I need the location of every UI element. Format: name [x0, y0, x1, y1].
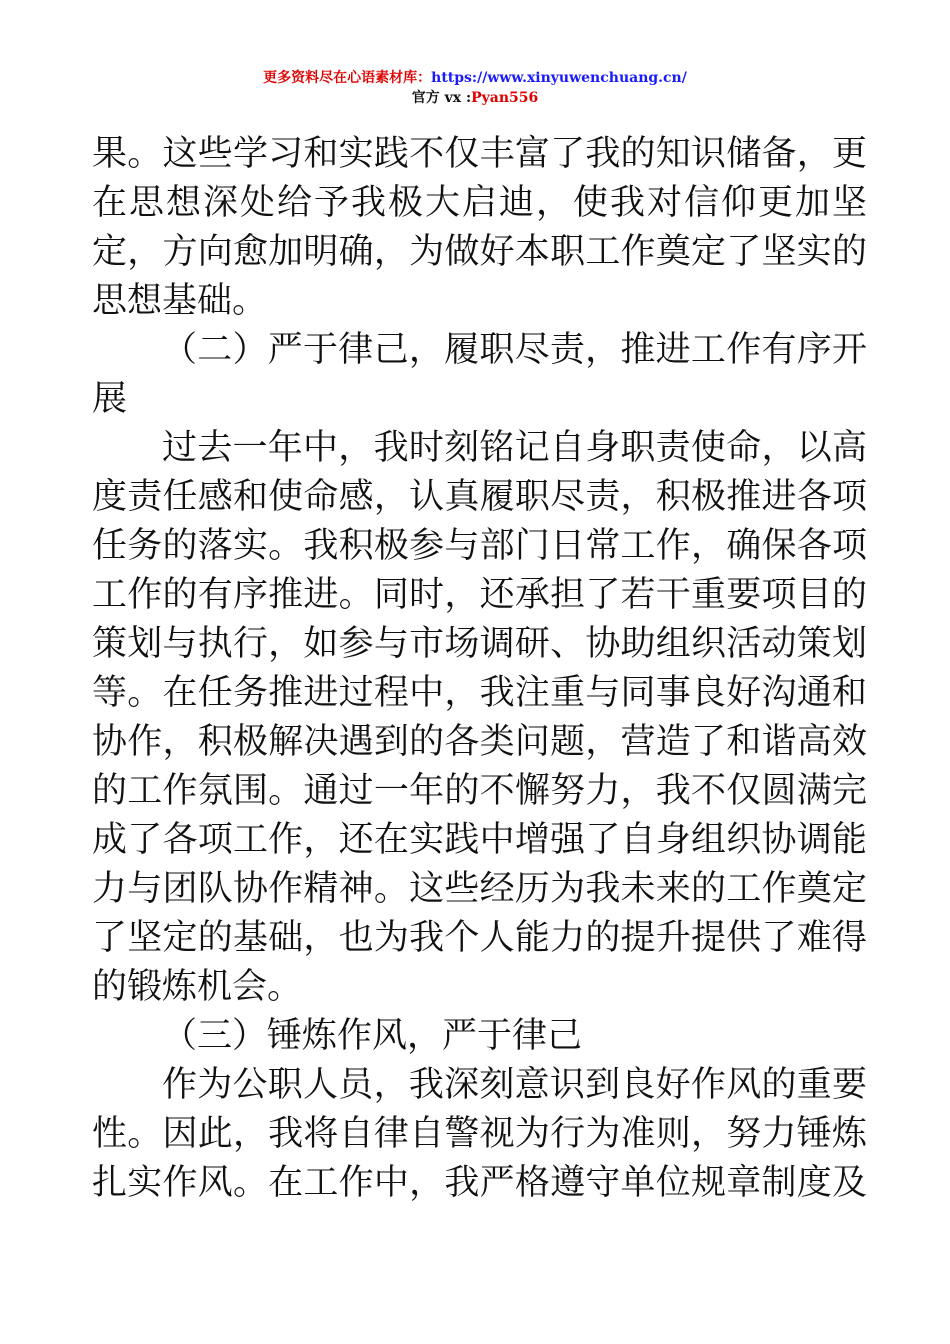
section-heading-3: （三）锤炼作风，严于律己: [162, 1016, 583, 1056]
header-source-line: [0, 69, 950, 87]
document-body: [92, 130, 867, 1208]
header-contact-id: Pyan556: [471, 90, 539, 106]
body-line: 在思想深处给予我极大启迪，使我对信仰更加坚: [92, 183, 867, 223]
section-heading-2-cont: 展: [92, 379, 128, 419]
body-line: 了坚定的基础，也为我个人能力的提升提供了难得: [92, 918, 867, 958]
body-line: 的工作氛围。通过一年的不懈努力，我不仅圆满完: [92, 771, 867, 811]
body-line: 度责任感和使命感，认真履职尽责，积极推进各项: [92, 477, 867, 517]
body-line: 果。这些学习和实践不仅丰富了我的知识储备，更: [92, 134, 867, 174]
section-heading-2: （二）严于律己，履职尽责，推进工作有序开: [162, 330, 867, 370]
body-line: 思想基础。: [92, 281, 268, 321]
body-line: 协作，积极解决遇到的各类问题，营造了和谐高效: [92, 722, 867, 762]
body-line: 性。因此，我将自律自警视为行为准则，努力锤炼: [92, 1114, 867, 1154]
body-line: 等。在任务推进过程中，我注重与同事良好沟通和: [92, 673, 867, 713]
body-line: 作为公职人员，我深刻意识到良好作风的重要: [162, 1065, 867, 1105]
header-contact-line: [0, 89, 950, 107]
body-line: 工作的有序推进。同时，还承担了若干重要项目的: [92, 575, 867, 615]
header-source-label: 更多资料尽在心语素材库：: [263, 70, 432, 86]
body-line: 力与团队协作精神。这些经历为我未来的工作奠定: [92, 869, 867, 909]
body-line: 的锻炼机会。: [92, 967, 303, 1007]
body-line: 过去一年中，我时刻铭记自身职责使命，以高: [162, 428, 867, 468]
body-line: 定，方向愈加明确，为做好本职工作奠定了坚实的: [92, 232, 867, 272]
body-line: 策划与执行，如参与市场调研、协助组织活动策划: [92, 624, 867, 664]
header-contact-label: 官方 vx :: [411, 90, 472, 106]
body-line: 任务的落实。我积极参与部门日常工作，确保各项: [92, 526, 867, 566]
header-source-url[interactable]: https://www.xinyuwenchuang.cn/: [431, 70, 687, 86]
body-line: 扎实作风。在工作中，我严格遵守单位规章制度及: [92, 1163, 867, 1203]
body-line: 成了各项工作，还在实践中增强了自身组织协调能: [92, 820, 867, 860]
